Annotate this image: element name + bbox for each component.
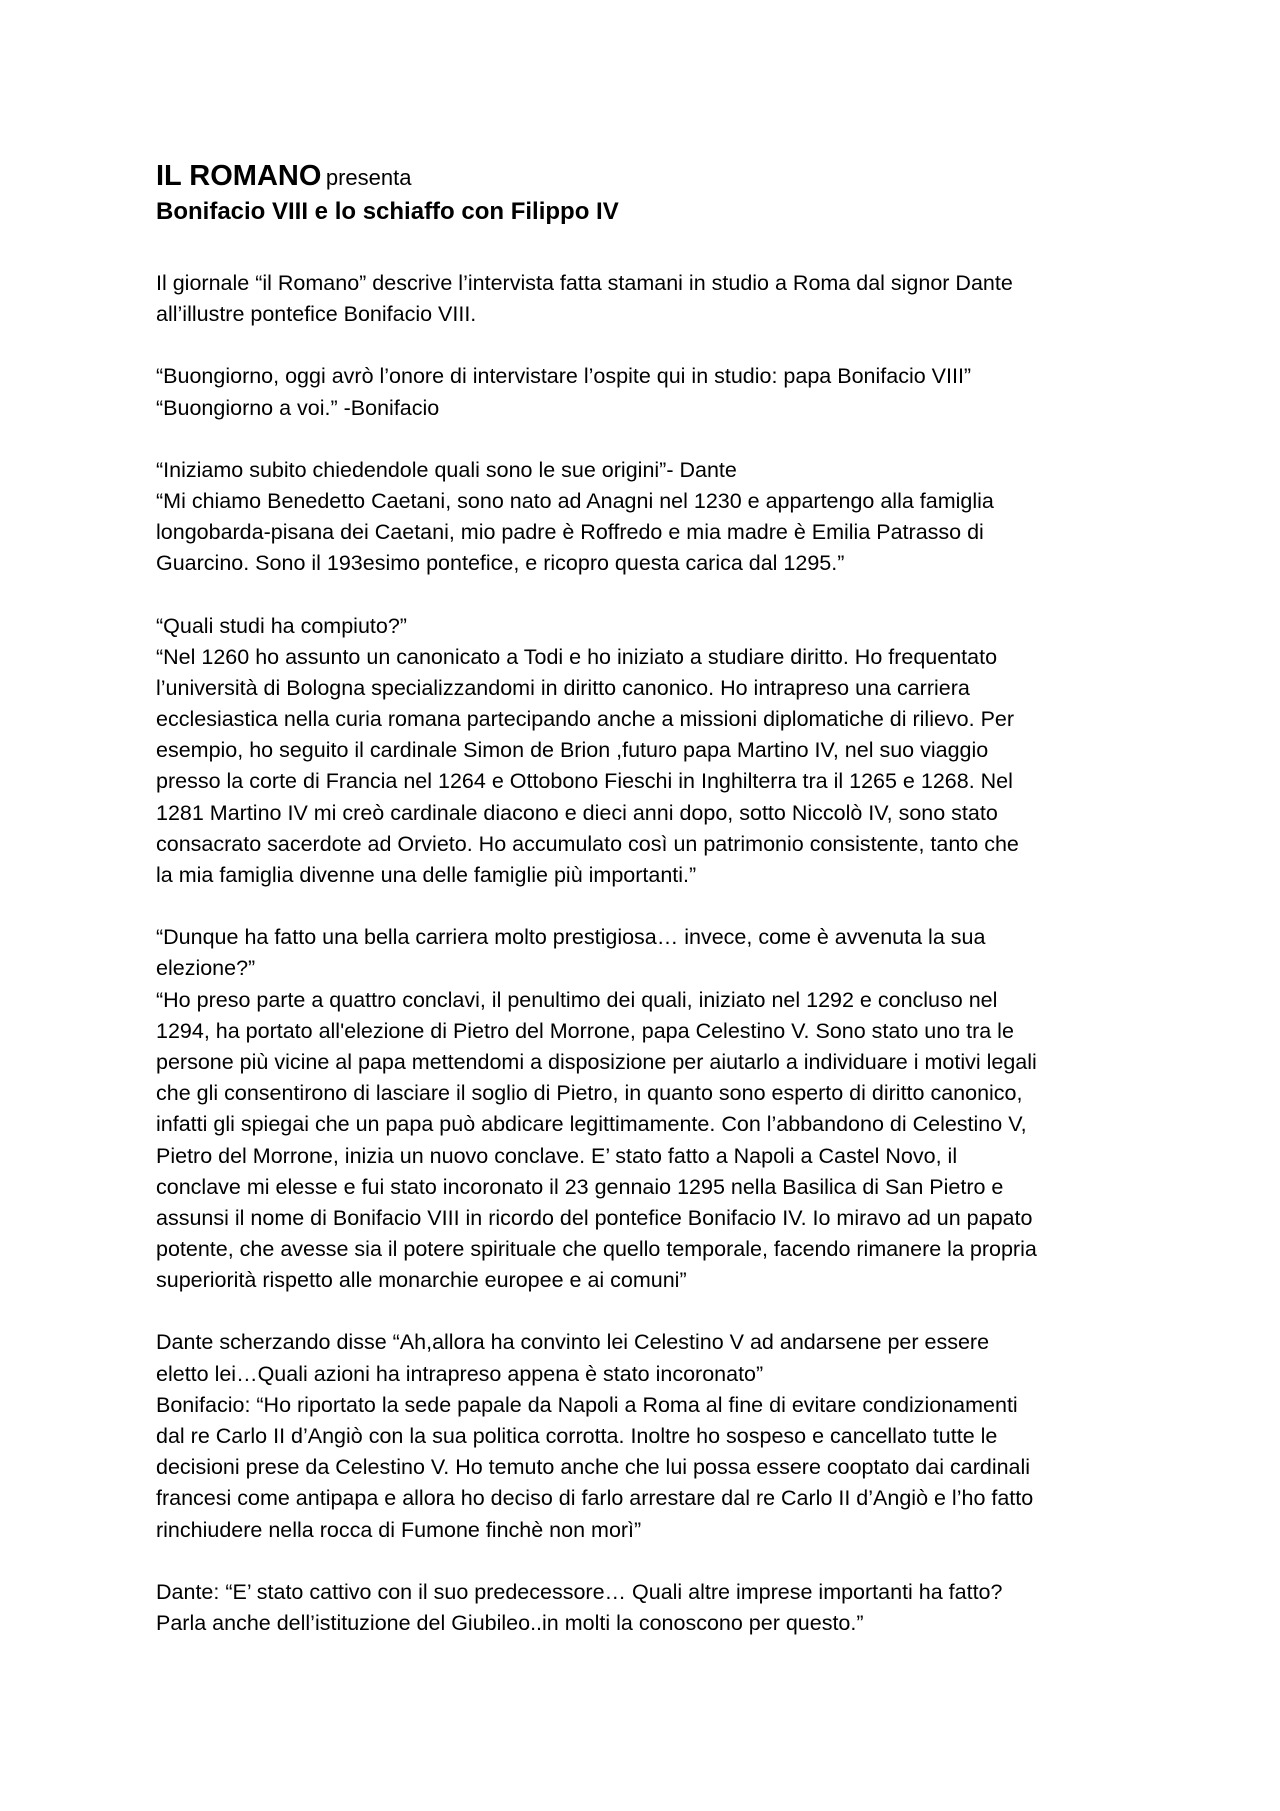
interview-paragraph bbox=[156, 361, 1131, 423]
text-line: Dante scherzando disse “Ah,allora ha convinto lei Celestino V ad andarsene per essere bbox=[156, 1330, 990, 1355]
interview-paragraph bbox=[156, 268, 1131, 330]
text-line: francesi come antipapa e allora ho deciso di farlo arrestare dal re Carlo II d’Angiò e l’ho fatto bbox=[156, 1486, 1034, 1511]
text-line: dal re Carlo II d’Angiò con la sua politica corrotta. Inoltre ho sospeso e cancellato tutte le bbox=[156, 1424, 998, 1448]
text-line: “Quali studi ha compiuto?” bbox=[156, 613, 407, 638]
text-line: presso la corte di Francia nel 1264 e Ottobono Fieschi in Inghilterra tra il 1265 e 1268. Nel bbox=[156, 769, 1013, 794]
text-line: 1281 Martino IV mi creò cardinale diacono e dieci anni dopo, sotto Niccolò IV, sono stato bbox=[156, 800, 998, 825]
interview-paragraph bbox=[156, 922, 1131, 1296]
text-line: 1294, ha portato all'elezione di Pietro del Morrone, papa Celestino V. Sono stato uno tra le bbox=[156, 1018, 1014, 1043]
article bbox=[156, 158, 1131, 1670]
text-line: conclave mi elesse e fui stato incoronato il 23 gennaio 1295 nella Basilica di San Pietro e bbox=[156, 1174, 1004, 1199]
text-line: eletto lei…Quali azioni ha intrapreso appena è stato incoronato” bbox=[156, 1361, 764, 1386]
interview-paragraph bbox=[156, 455, 1131, 580]
interview-paragraph bbox=[156, 1577, 1131, 1639]
text-line: consacrato sacerdote ad Orvieto. Ho accumulato così un patrimonio consistente, tanto che bbox=[156, 831, 1019, 856]
text-line: persone più vicine al papa mettendomi a disposizione per aiutarlo a individuare i motivi legali bbox=[156, 1049, 1037, 1074]
text-line: la mia famiglia divenne una delle famiglie più importanti.” bbox=[156, 863, 697, 887]
text-line: “Mi chiamo Benedetto Caetani, sono nato ad Anagni nel 1230 e appartengo alla famiglia bbox=[156, 488, 994, 513]
text-line: longobarda-pisana dei Caetani, mio padre è Roffredo e mia madre è Emilia Patrasso di bbox=[156, 520, 984, 545]
text-line: Pietro del Morrone, inizia un nuovo conclave. E’ stato fatto a Napoli a Castel Novo, il bbox=[156, 1143, 958, 1168]
text-line: infatti gli spiegai che un papa può abdicare legittimamente. Con l’abbandono di Celestino V, bbox=[156, 1112, 1027, 1137]
newspaper-name: IL ROMANO bbox=[156, 160, 322, 192]
article-body bbox=[156, 268, 1131, 1639]
article-headline: Bonifacio VIII e lo schiaffo con Filippo IV bbox=[156, 198, 619, 225]
masthead bbox=[156, 158, 1131, 194]
text-line: “Ho preso parte a quattro conclavi, il penultimo dei quali, iniziato nel 1292 e concluso nel bbox=[156, 987, 998, 1012]
text-line: superiorità rispetto alle monarchie europee e ai comuni” bbox=[156, 1268, 687, 1293]
text-line: all’illustre pontefice Bonifacio VIII. bbox=[156, 302, 477, 327]
text-line: “Nel 1260 ho assunto un canonicato a Todi e ho iniziato a studiare diritto. Ho frequentato bbox=[156, 644, 998, 669]
text-line: decisioni prese da Celestino V. Ho temuto anche che lui possa essere cooptato dai cardinali bbox=[156, 1455, 1031, 1480]
text-line: elezione?” bbox=[156, 956, 256, 981]
text-line: “Buongiorno, oggi avrò l’onore di intervistare l’ospite qui in studio: papa Bonifacio VIII” bbox=[156, 364, 972, 389]
text-line: esempio, ho seguito il cardinale Simon de Brion ,futuro papa Martino IV, nel suo viaggio bbox=[156, 738, 989, 763]
text-line: potente, che avesse sia il potere spirituale che quello temporale, facendo rimanere la propria bbox=[156, 1237, 1037, 1262]
text-line: Dante: “E’ stato cattivo con il suo predecessore… Quali altre imprese importanti ha fatto? bbox=[156, 1579, 1003, 1604]
text-line: “Buongiorno a voi.” -Bonifacio bbox=[156, 395, 440, 420]
text-line: Parla anche dell’istituzione del Giubileo..in molti la conoscono per questo.” bbox=[156, 1610, 864, 1635]
text-line: ecclesiastica nella curia romana partecipando anche a missioni diplomatiche di rilievo. Per bbox=[156, 707, 1015, 732]
text-line: rinchiudere nella rocca di Fumone finchè non morì” bbox=[156, 1517, 642, 1542]
text-line: Il giornale “il Romano” descrive l’intervista fatta stamani in studio a Roma dal signor Dante bbox=[156, 271, 1013, 295]
text-line: assunsi il nome di Bonifacio VIII in ricordo del pontefice Bonifacio IV. Io miravo ad un papato bbox=[156, 1205, 1033, 1230]
text-line: che gli consentirono di lasciare il soglio di Pietro, in quanto sono esperto di diritto canonico, bbox=[156, 1081, 1023, 1106]
text-line: “Dunque ha fatto una bella carriera molto prestigiosa… invece, come è avvenuta la sua bbox=[156, 925, 986, 950]
text-line: “Iniziamo subito chiedendole quali sono le sue origini”- Dante bbox=[156, 457, 737, 482]
presents-label: presenta bbox=[325, 165, 412, 190]
interview-paragraph bbox=[156, 1327, 1131, 1545]
text-line: Bonifacio: “Ho riportato la sede papale da Napoli a Roma al fine di evitare condizionamenti bbox=[156, 1392, 1018, 1417]
text-line: l’università di Bologna specializzandomi in diritto canonico. Ho intrapreso una carriera bbox=[156, 675, 970, 700]
text-line: Guarcino. Sono il 193esimo pontefice, e ricopro questa carica dal 1295.” bbox=[156, 551, 845, 576]
interview-paragraph bbox=[156, 611, 1131, 892]
